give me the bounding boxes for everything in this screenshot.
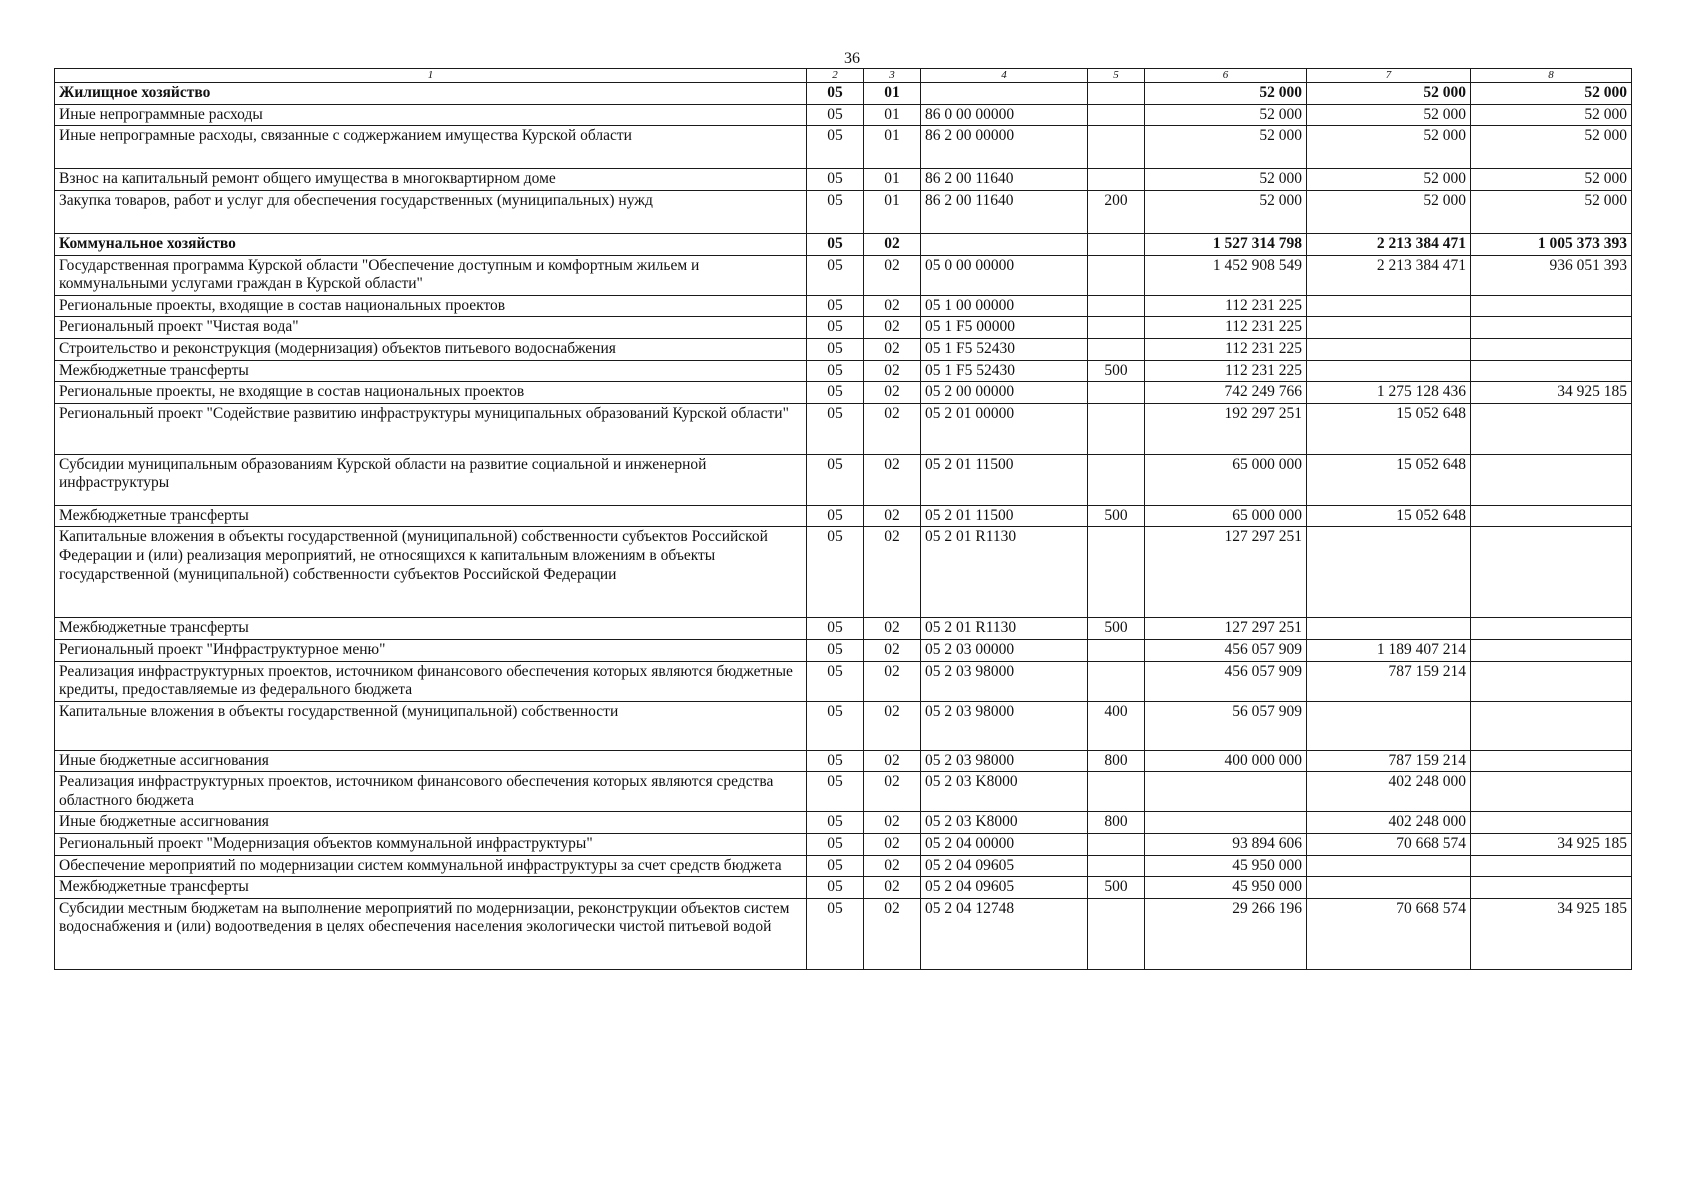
expense-type-cell bbox=[1088, 169, 1145, 191]
amount-col7-cell: 15 052 648 bbox=[1307, 403, 1471, 454]
section-code-cell: 05 bbox=[807, 639, 864, 661]
target-article-cell: 05 2 03 98000 bbox=[921, 661, 1088, 701]
amount-col6-cell: 56 057 909 bbox=[1145, 701, 1307, 750]
subsection-code-cell: 02 bbox=[864, 812, 921, 834]
amount-col8-cell bbox=[1471, 403, 1632, 454]
expense-type-cell: 500 bbox=[1088, 877, 1145, 899]
section-code-cell: 05 bbox=[807, 190, 864, 233]
target-article-cell: 05 2 04 09605 bbox=[921, 855, 1088, 877]
section-code-cell: 05 bbox=[807, 382, 864, 404]
expense-type-cell bbox=[1088, 403, 1145, 454]
section-code-cell: 05 bbox=[807, 877, 864, 899]
amount-col6-cell: 65 000 000 bbox=[1145, 454, 1307, 505]
amount-col8-cell: 52 000 bbox=[1471, 190, 1632, 233]
amount-col6-cell: 112 231 225 bbox=[1145, 338, 1307, 360]
row-name-cell: Региональный проект "Инфраструктурное меню" bbox=[55, 639, 807, 661]
subsection-code-cell: 02 bbox=[864, 898, 921, 969]
table-row bbox=[55, 898, 1632, 969]
target-article-cell: 05 2 01 00000 bbox=[921, 403, 1088, 454]
amount-col7-cell: 402 248 000 bbox=[1307, 812, 1471, 834]
amount-col8-cell: 52 000 bbox=[1471, 126, 1632, 169]
amount-col6-cell: 52 000 bbox=[1145, 126, 1307, 169]
target-article-cell: 05 1 00 00000 bbox=[921, 295, 1088, 317]
table-row bbox=[55, 527, 1632, 618]
amount-col8-cell bbox=[1471, 505, 1632, 527]
amount-col8-cell bbox=[1471, 877, 1632, 899]
section-code-cell: 05 bbox=[807, 750, 864, 772]
amount-col6-cell: 112 231 225 bbox=[1145, 295, 1307, 317]
expense-type-cell bbox=[1088, 454, 1145, 505]
section-code-cell: 05 bbox=[807, 126, 864, 169]
amount-col7-cell: 15 052 648 bbox=[1307, 454, 1471, 505]
section-code-cell: 05 bbox=[807, 338, 864, 360]
amount-col7-cell: 787 159 214 bbox=[1307, 661, 1471, 701]
table-row bbox=[55, 454, 1632, 505]
amount-col6-cell: 52 000 bbox=[1145, 190, 1307, 233]
subsection-code-cell: 02 bbox=[864, 338, 921, 360]
table-row bbox=[55, 295, 1632, 317]
subsection-code-cell: 01 bbox=[864, 190, 921, 233]
row-name-cell: Региональные проекты, входящие в состав национальных проектов bbox=[55, 295, 807, 317]
expense-type-cell bbox=[1088, 83, 1145, 105]
amount-col8-cell: 52 000 bbox=[1471, 104, 1632, 126]
table-row bbox=[55, 812, 1632, 834]
section-code-cell: 05 bbox=[807, 661, 864, 701]
amount-col8-cell bbox=[1471, 360, 1632, 382]
row-name-cell: Межбюджетные трансферты bbox=[55, 505, 807, 527]
row-name-cell: Региональные проекты, не входящие в состав национальных проектов bbox=[55, 382, 807, 404]
table-row bbox=[55, 834, 1632, 856]
subsection-code-cell: 01 bbox=[864, 104, 921, 126]
amount-col6-cell bbox=[1145, 772, 1307, 812]
target-article-cell: 05 2 03 K8000 bbox=[921, 812, 1088, 834]
amount-col6-cell: 52 000 bbox=[1145, 83, 1307, 105]
table-row bbox=[55, 639, 1632, 661]
row-name-cell: Государственная программа Курской области "Обеспечение доступным и комфортным жильем и коммунальными услугами граждан в Курской области" bbox=[55, 255, 807, 295]
amount-col8-cell bbox=[1471, 812, 1632, 834]
amount-col7-cell: 1 275 128 436 bbox=[1307, 382, 1471, 404]
expense-type-cell: 200 bbox=[1088, 190, 1145, 233]
amount-col6-cell: 1 452 908 549 bbox=[1145, 255, 1307, 295]
row-name-cell: Региональный проект "Чистая вода" bbox=[55, 317, 807, 339]
subsection-code-cell: 02 bbox=[864, 295, 921, 317]
target-article-cell: 05 1 F5 52430 bbox=[921, 360, 1088, 382]
column-header: 7 bbox=[1307, 69, 1471, 83]
subsection-code-cell: 02 bbox=[864, 360, 921, 382]
row-name-cell: Капитальные вложения в объекты государственной (муниципальной) собственности субъектов Российской Федерации и (или) реализация мероприятий, не относящихся к капитальным вложениям в объекты государственной (муниципальной) собственности субъектов Российской Федерации bbox=[55, 527, 807, 618]
row-name-cell: Региональный проект "Содействие развитию инфраструктуры муниципальных образований Курской области" bbox=[55, 403, 807, 454]
row-name-cell: Капитальные вложения в объекты государственной (муниципальной) собственности bbox=[55, 701, 807, 750]
amount-col7-cell bbox=[1307, 338, 1471, 360]
table-body bbox=[55, 83, 1632, 970]
section-code-cell: 05 bbox=[807, 83, 864, 105]
row-name-cell: Субсидии местным бюджетам на выполнение мероприятий по модернизации, реконструкции объектов систем водоснабжения и (или) водоотведения в целях обеспечения населения экологически чистой питьевой водой bbox=[55, 898, 807, 969]
row-name-cell: Взнос на капитальный ремонт общего имущества в многоквартирном доме bbox=[55, 169, 807, 191]
row-name-cell: Строительство и реконструкция (модернизация) объектов питьевого водоснабжения bbox=[55, 338, 807, 360]
amount-col6-cell: 65 000 000 bbox=[1145, 505, 1307, 527]
section-code-cell: 05 bbox=[807, 701, 864, 750]
target-article-cell: 05 2 01 11500 bbox=[921, 454, 1088, 505]
subsection-code-cell: 02 bbox=[864, 403, 921, 454]
target-article-cell: 05 2 01 R1130 bbox=[921, 527, 1088, 618]
section-code-cell: 05 bbox=[807, 233, 864, 255]
amount-col7-cell bbox=[1307, 317, 1471, 339]
expense-type-cell bbox=[1088, 639, 1145, 661]
target-article-cell: 86 0 00 00000 bbox=[921, 104, 1088, 126]
page-number: 36 bbox=[844, 50, 860, 67]
amount-col6-cell: 29 266 196 bbox=[1145, 898, 1307, 969]
table-row bbox=[55, 190, 1632, 233]
subsection-code-cell: 02 bbox=[864, 834, 921, 856]
table-row bbox=[55, 126, 1632, 169]
table-row bbox=[55, 255, 1632, 295]
amount-col7-cell: 2 213 384 471 bbox=[1307, 255, 1471, 295]
expense-type-cell bbox=[1088, 233, 1145, 255]
row-name-cell: Коммунальное хозяйство bbox=[55, 233, 807, 255]
section-code-cell: 05 bbox=[807, 898, 864, 969]
table-row bbox=[55, 169, 1632, 191]
amount-col7-cell bbox=[1307, 527, 1471, 618]
subsection-code-cell: 02 bbox=[864, 750, 921, 772]
row-name-cell: Реализация инфраструктурных проектов, источником финансового обеспечения которых являются средства областного бюджета bbox=[55, 772, 807, 812]
subsection-code-cell: 02 bbox=[864, 255, 921, 295]
amount-col6-cell bbox=[1145, 812, 1307, 834]
table-row bbox=[55, 505, 1632, 527]
target-article-cell: 05 1 F5 00000 bbox=[921, 317, 1088, 339]
expense-type-cell bbox=[1088, 898, 1145, 969]
table-row bbox=[55, 83, 1632, 105]
amount-col7-cell: 787 159 214 bbox=[1307, 750, 1471, 772]
target-article-cell: 05 2 01 11500 bbox=[921, 505, 1088, 527]
subsection-code-cell: 02 bbox=[864, 772, 921, 812]
amount-col6-cell: 93 894 606 bbox=[1145, 834, 1307, 856]
subsection-code-cell: 02 bbox=[864, 618, 921, 640]
table-row bbox=[55, 618, 1632, 640]
amount-col7-cell: 2 213 384 471 bbox=[1307, 233, 1471, 255]
expense-type-cell bbox=[1088, 382, 1145, 404]
amount-col7-cell: 402 248 000 bbox=[1307, 772, 1471, 812]
expense-type-cell bbox=[1088, 255, 1145, 295]
subsection-code-cell: 02 bbox=[864, 661, 921, 701]
expense-type-cell bbox=[1088, 338, 1145, 360]
section-code-cell: 05 bbox=[807, 812, 864, 834]
target-article-cell: 05 1 F5 52430 bbox=[921, 338, 1088, 360]
section-code-cell: 05 bbox=[807, 855, 864, 877]
target-article-cell: 86 2 00 00000 bbox=[921, 126, 1088, 169]
subsection-code-cell: 02 bbox=[864, 317, 921, 339]
expense-type-cell bbox=[1088, 834, 1145, 856]
table-row bbox=[55, 233, 1632, 255]
section-code-cell: 05 bbox=[807, 527, 864, 618]
amount-col7-cell: 15 052 648 bbox=[1307, 505, 1471, 527]
amount-col7-cell bbox=[1307, 295, 1471, 317]
target-article-cell: 05 2 03 98000 bbox=[921, 701, 1088, 750]
section-code-cell: 05 bbox=[807, 505, 864, 527]
amount-col7-cell: 52 000 bbox=[1307, 190, 1471, 233]
section-code-cell: 05 bbox=[807, 834, 864, 856]
expense-type-cell: 400 bbox=[1088, 701, 1145, 750]
amount-col8-cell bbox=[1471, 527, 1632, 618]
subsection-code-cell: 01 bbox=[864, 126, 921, 169]
target-article-cell: 05 2 00 00000 bbox=[921, 382, 1088, 404]
table-header bbox=[55, 69, 1632, 83]
amount-col8-cell bbox=[1471, 454, 1632, 505]
section-code-cell: 05 bbox=[807, 169, 864, 191]
table-row bbox=[55, 701, 1632, 750]
expense-type-cell bbox=[1088, 295, 1145, 317]
target-article-cell: 86 2 00 11640 bbox=[921, 169, 1088, 191]
section-code-cell: 05 bbox=[807, 317, 864, 339]
section-code-cell: 05 bbox=[807, 618, 864, 640]
amount-col8-cell bbox=[1471, 772, 1632, 812]
expense-type-cell bbox=[1088, 104, 1145, 126]
subsection-code-cell: 02 bbox=[864, 639, 921, 661]
amount-col6-cell: 192 297 251 bbox=[1145, 403, 1307, 454]
expense-type-cell: 800 bbox=[1088, 750, 1145, 772]
section-code-cell: 05 bbox=[807, 104, 864, 126]
column-header: 4 bbox=[921, 69, 1088, 83]
expense-type-cell bbox=[1088, 126, 1145, 169]
subsection-code-cell: 01 bbox=[864, 83, 921, 105]
subsection-code-cell: 02 bbox=[864, 877, 921, 899]
target-article-cell: 05 2 04 09605 bbox=[921, 877, 1088, 899]
expense-type-cell bbox=[1088, 661, 1145, 701]
table-row bbox=[55, 661, 1632, 701]
table-row bbox=[55, 338, 1632, 360]
amount-col7-cell: 52 000 bbox=[1307, 169, 1471, 191]
amount-col8-cell: 34 925 185 bbox=[1471, 834, 1632, 856]
amount-col6-cell: 127 297 251 bbox=[1145, 618, 1307, 640]
amount-col7-cell: 52 000 bbox=[1307, 126, 1471, 169]
table-row bbox=[55, 855, 1632, 877]
amount-col7-cell bbox=[1307, 855, 1471, 877]
amount-col7-cell bbox=[1307, 877, 1471, 899]
column-number-row bbox=[55, 69, 1632, 83]
amount-col6-cell: 112 231 225 bbox=[1145, 317, 1307, 339]
table-row bbox=[55, 317, 1632, 339]
amount-col8-cell bbox=[1471, 618, 1632, 640]
expense-type-cell bbox=[1088, 855, 1145, 877]
amount-col8-cell bbox=[1471, 338, 1632, 360]
target-article-cell: 05 2 03 00000 bbox=[921, 639, 1088, 661]
subsection-code-cell: 01 bbox=[864, 169, 921, 191]
section-code-cell: 05 bbox=[807, 772, 864, 812]
target-article-cell: 86 2 00 11640 bbox=[921, 190, 1088, 233]
row-name-cell: Иные бюджетные ассигнования bbox=[55, 812, 807, 834]
amount-col8-cell: 52 000 bbox=[1471, 169, 1632, 191]
subsection-code-cell: 02 bbox=[864, 527, 921, 618]
amount-col6-cell: 112 231 225 bbox=[1145, 360, 1307, 382]
target-article-cell: 05 2 01 R1130 bbox=[921, 618, 1088, 640]
subsection-code-cell: 02 bbox=[864, 855, 921, 877]
amount-col6-cell: 400 000 000 bbox=[1145, 750, 1307, 772]
amount-col8-cell bbox=[1471, 855, 1632, 877]
amount-col6-cell: 456 057 909 bbox=[1145, 639, 1307, 661]
expense-type-cell bbox=[1088, 772, 1145, 812]
section-code-cell: 05 bbox=[807, 255, 864, 295]
section-code-cell: 05 bbox=[807, 295, 864, 317]
amount-col8-cell: 936 051 393 bbox=[1471, 255, 1632, 295]
column-header: 6 bbox=[1145, 69, 1307, 83]
subsection-code-cell: 02 bbox=[864, 505, 921, 527]
row-name-cell: Реализация инфраструктурных проектов, источником финансового обеспечения которых являются бюджетные кредиты, предоставляемые из федерального бюджета bbox=[55, 661, 807, 701]
subsection-code-cell: 02 bbox=[864, 233, 921, 255]
section-code-cell: 05 bbox=[807, 360, 864, 382]
amount-col7-cell bbox=[1307, 618, 1471, 640]
amount-col6-cell: 52 000 bbox=[1145, 104, 1307, 126]
target-article-cell: 05 2 03 K8000 bbox=[921, 772, 1088, 812]
amount-col7-cell: 1 189 407 214 bbox=[1307, 639, 1471, 661]
table-row bbox=[55, 750, 1632, 772]
table-row bbox=[55, 403, 1632, 454]
amount-col6-cell: 45 950 000 bbox=[1145, 877, 1307, 899]
row-name-cell: Межбюджетные трансферты bbox=[55, 360, 807, 382]
amount-col7-cell: 70 668 574 bbox=[1307, 898, 1471, 969]
amount-col8-cell bbox=[1471, 639, 1632, 661]
target-article-cell: 05 2 04 12748 bbox=[921, 898, 1088, 969]
row-name-cell: Межбюджетные трансферты bbox=[55, 877, 807, 899]
amount-col8-cell: 1 005 373 393 bbox=[1471, 233, 1632, 255]
table-row bbox=[55, 360, 1632, 382]
amount-col7-cell bbox=[1307, 360, 1471, 382]
column-header: 8 bbox=[1471, 69, 1632, 83]
budget-table bbox=[54, 68, 1632, 970]
amount-col8-cell: 52 000 bbox=[1471, 83, 1632, 105]
amount-col6-cell: 742 249 766 bbox=[1145, 382, 1307, 404]
row-name-cell: Обеспечение мероприятий по модернизации систем коммунальной инфраструктуры за счет средств бюджета bbox=[55, 855, 807, 877]
row-name-cell: Иные непрограмные расходы, связанные с соджержанием имущества Курской области bbox=[55, 126, 807, 169]
table-row bbox=[55, 382, 1632, 404]
expense-type-cell: 500 bbox=[1088, 505, 1145, 527]
row-name-cell: Субсидии муниципальным образованиям Курской области на развитие социальной и инженерной инфраструктуры bbox=[55, 454, 807, 505]
table-row bbox=[55, 772, 1632, 812]
amount-col7-cell: 70 668 574 bbox=[1307, 834, 1471, 856]
column-header: 3 bbox=[864, 69, 921, 83]
amount-col8-cell: 34 925 185 bbox=[1471, 382, 1632, 404]
column-header: 1 bbox=[55, 69, 807, 83]
expense-type-cell: 500 bbox=[1088, 618, 1145, 640]
target-article-cell: 05 2 03 98000 bbox=[921, 750, 1088, 772]
expense-type-cell bbox=[1088, 317, 1145, 339]
amount-col6-cell: 456 057 909 bbox=[1145, 661, 1307, 701]
target-article-cell: 05 2 04 00000 bbox=[921, 834, 1088, 856]
expense-type-cell: 800 bbox=[1088, 812, 1145, 834]
amount-col8-cell bbox=[1471, 750, 1632, 772]
subsection-code-cell: 02 bbox=[864, 454, 921, 505]
amount-col6-cell: 52 000 bbox=[1145, 169, 1307, 191]
target-article-cell bbox=[921, 83, 1088, 105]
row-name-cell: Иные непрограммные расходы bbox=[55, 104, 807, 126]
expense-type-cell: 500 bbox=[1088, 360, 1145, 382]
subsection-code-cell: 02 bbox=[864, 382, 921, 404]
column-header: 5 bbox=[1088, 69, 1145, 83]
amount-col8-cell bbox=[1471, 295, 1632, 317]
amount-col7-cell: 52 000 bbox=[1307, 83, 1471, 105]
column-header: 2 bbox=[807, 69, 864, 83]
row-name-cell: Межбюджетные трансферты bbox=[55, 618, 807, 640]
section-code-cell: 05 bbox=[807, 454, 864, 505]
row-name-cell: Иные бюджетные ассигнования bbox=[55, 750, 807, 772]
amount-col7-cell: 52 000 bbox=[1307, 104, 1471, 126]
amount-col6-cell: 127 297 251 bbox=[1145, 527, 1307, 618]
subsection-code-cell: 02 bbox=[864, 701, 921, 750]
row-name-cell: Закупка товаров, работ и услуг для обеспечения государственных (муниципальных) нужд bbox=[55, 190, 807, 233]
amount-col6-cell: 1 527 314 798 bbox=[1145, 233, 1307, 255]
expense-type-cell bbox=[1088, 527, 1145, 618]
amount-col8-cell bbox=[1471, 317, 1632, 339]
table-row bbox=[55, 104, 1632, 126]
section-code-cell: 05 bbox=[807, 403, 864, 454]
amount-col8-cell: 34 925 185 bbox=[1471, 898, 1632, 969]
table-row bbox=[55, 877, 1632, 899]
amount-col8-cell bbox=[1471, 701, 1632, 750]
row-name-cell: Региональный проект "Модернизация объектов коммунальной инфраструктуры" bbox=[55, 834, 807, 856]
amount-col7-cell bbox=[1307, 701, 1471, 750]
amount-col6-cell: 45 950 000 bbox=[1145, 855, 1307, 877]
row-name-cell: Жилищное хозяйство bbox=[55, 83, 807, 105]
target-article-cell bbox=[921, 233, 1088, 255]
target-article-cell: 05 0 00 00000 bbox=[921, 255, 1088, 295]
amount-col8-cell bbox=[1471, 661, 1632, 701]
